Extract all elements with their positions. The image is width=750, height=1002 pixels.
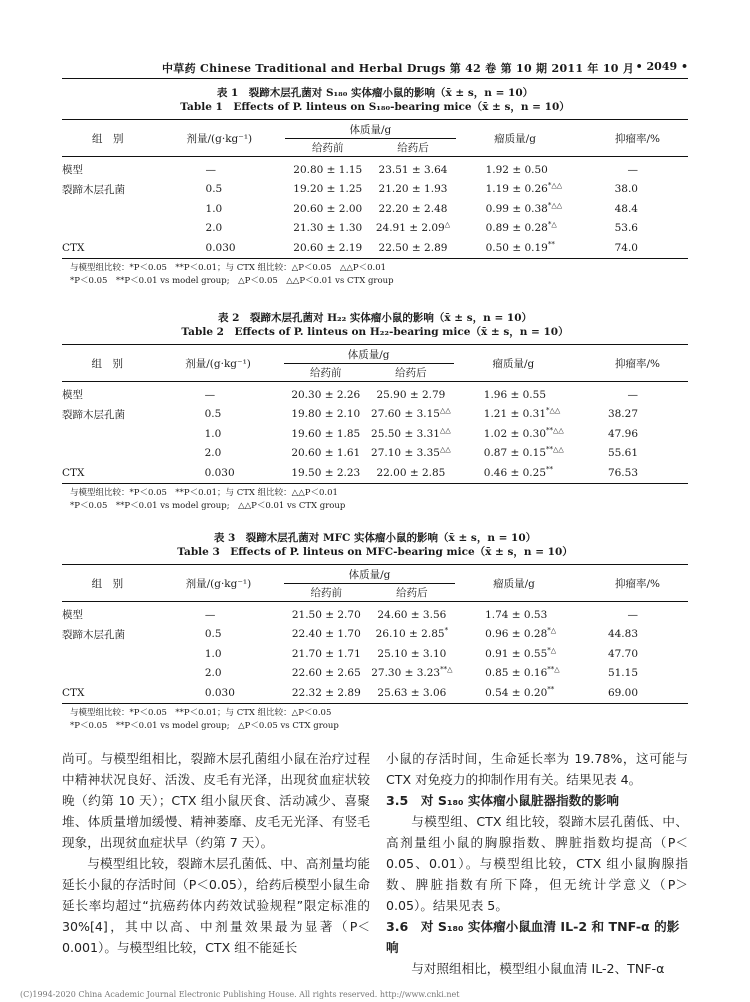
paragraph: 小鼠的存活时间，生命延长率为 19.78%，这可能与 CTX 对免疫力的抑制作用有关。结果见表 4。 [386,751,688,787]
cell-pre: 19.20 ± 1.25 [293,183,363,196]
table-3-block [62,531,688,733]
copyright-footer: (C)1994-2020 China Academic Journal Electronic Publishing House. All rights reserved. http://www.cnki.net [20,990,460,999]
cell-group: 裂蹄木层孔菌 [62,628,125,641]
section-heading: 3.6 对 S₁₈₀ 实体瘤小鼠血清 IL-2 和 TNF-α 的影响 [386,919,680,955]
table-row [62,424,688,444]
cell-group: 裂蹄木层孔菌 [62,183,125,196]
table-row [62,625,688,645]
cell-tumor: 0.87 ± 0.15**△△ [483,445,564,460]
cell-dose: 0.030 [154,238,286,258]
table-row [62,199,688,219]
table-row [62,405,688,425]
cell-group: 模型 [62,609,83,622]
paragraph: 尚可。与模型组相比，裂蹄木层孔菌组小鼠在治疗过程中精神状况良好、活泼、皮毛有光泽，出现贫血症状较晚（约第 10 天）；CTX 组小鼠厌食、活动减少、喜聚堆、体质量增加缓慢、精神萎靡、皮毛无光泽、有竖毛现象，出现贫血症状早（约第 7 天）。 [62,751,370,850]
col-rate: 抑瘤率/% [574,120,688,157]
cell-group: 模型 [62,164,83,177]
body-column-left [62,748,370,958]
table-row [62,463,688,483]
cell-post: 25.10 ± 3.10 [377,647,447,660]
table-row [62,444,688,464]
cell-pre: 19.80 ± 2.10 [291,408,361,421]
cell-tumor: 1.92 ± 0.50 [485,163,548,176]
table-row [62,644,688,664]
col-group: 组 别 [62,565,153,602]
cell-rate: — [627,163,638,176]
cell-tumor: 1.02 ± 0.30**△△ [483,426,564,440]
cell-tumor: 1.96 ± 0.55 [483,388,546,401]
cell-pre: 20.60 ± 1.61 [291,447,361,460]
cell-dose: 1.0 [204,427,222,440]
col-body-weight: 体质量/g [284,565,455,584]
col-tumor: 瘤质量/g [455,565,573,602]
cell-pre: 20.30 ± 2.26 [291,388,361,401]
table-note-cn: 与模型组比较：*P＜0.05 **P＜0.01；与 CTX 组比较：△P＜0.05 [70,707,332,718]
cell-post: 26.10 ± 2.85* [375,626,449,641]
table-caption-cn: 表 3 裂蹄木层孔菌对 MFC 实体瘤小鼠的影响（x̄ ± s，n = 10） [213,532,537,544]
cell-rate: 48.4 [614,202,638,215]
cell-pre: 20.60 ± 2.19 [285,238,370,258]
cell-rate: 47.70 [607,647,638,660]
cell-rate: 38.27 [607,408,638,421]
table-2-block [62,311,688,513]
table-caption-cn: 表 2 裂蹄木层孔菌对 H₂₂ 实体瘤小鼠的影响（x̄ ± s，n = 10） [217,312,533,324]
col-tumor: 瘤质量/g [454,345,573,382]
paragraph: 与模型组比较，裂蹄木层孔菌低、中、高剂量均能延长小鼠的存活时间（P＜0.05），给药后模型小鼠生命延长率均超过“抗癌药体内药效试验规程”限定标准的 30%[4]，其中以高、中剂量效果最为显著（P＜0.001）。与模型组比较，CTX 组不能延长 [62,856,370,955]
cell-tumor: 0.99 ± 0.38*△△ [485,201,563,215]
cell-tumor: 0.85 ± 0.16**△ [485,665,560,680]
paragraph: 与模型组、CTX 组比较，裂蹄木层孔菌低、中、高剂量组小鼠的胸腺指数、脾脏指数均提高（P＜0.05、0.01）。与模型组比较，CTX 组小鼠胸腺指数、脾脏指数有所下降，但无统计学意义（P＞0.05）。结果见表 5。 [386,814,688,913]
table-row [62,602,688,625]
cell-tumor: 1.19 ± 0.26*△△ [485,181,563,196]
paragraph: 与对照组相比，模型组小鼠血清 IL-2、TNF-α [411,961,665,976]
cell-post: 25.63 ± 3.06 [369,683,455,703]
cell-group: 裂蹄木层孔菌 [62,408,125,421]
cell-dose: 1.0 [204,647,222,660]
cell-dose: 0.5 [204,408,222,421]
cell-rate: 76.53 [573,463,688,483]
cell-tumor: 0.46 ± 0.25** [454,463,573,483]
cell-pre: 21.30 ± 1.30 [293,222,363,235]
body-column-right [386,748,688,979]
cell-dose: 0.030 [153,463,284,483]
table-row [62,664,688,684]
cell-group [62,219,154,239]
page-number: • 2049 • [635,60,688,73]
cell-tumor: 0.91 ± 0.55*△ [485,646,557,660]
table-note-en: *P＜0.05 **P＜0.01 vs model group; △△P＜0.01 vs CTX group [70,500,346,511]
cell-dose: 2.0 [204,447,222,460]
table-row [62,157,688,180]
table-row [62,219,688,239]
cell-rate: — [627,388,638,401]
cell-tumor: 1.21 ± 0.31*△△ [483,406,561,421]
cell-dose: — [204,388,216,401]
cell-tumor: 0.89 ± 0.28*△ [485,220,557,235]
col-rate: 抑瘤率/% [573,345,688,382]
cell-post: 25.50 ± 3.31△△ [371,426,451,440]
data-table [62,119,688,259]
cell-pre: 19.50 ± 2.23 [284,463,369,483]
cell-group: CTX [62,463,153,483]
cell-post: 22.50 ± 2.89 [370,238,455,258]
cell-pre: 21.70 ± 1.71 [291,647,361,660]
table-row [62,238,688,258]
cell-post: 27.10 ± 3.35△△ [371,445,451,460]
cell-post: 22.00 ± 2.85 [368,463,454,483]
cell-rate: 38.0 [614,183,638,196]
cell-pre: 22.60 ± 2.65 [291,667,361,680]
cell-rate: 44.83 [607,628,638,641]
header-rule [62,78,688,79]
cell-rate: 55.61 [607,447,638,460]
cell-dose: — [205,163,217,176]
cell-group [62,664,153,684]
cell-post: 21.20 ± 1.93 [378,183,448,196]
cell-group: 模型 [62,389,83,402]
cell-group: CTX [62,238,154,258]
cell-post: 25.90 ± 2.79 [376,388,446,401]
col-dose: 剂量/(g·kg⁻¹) [153,345,284,382]
col-tumor: 瘤质量/g [456,120,575,157]
cell-pre: 22.40 ± 1.70 [291,628,361,641]
cell-tumor: 0.50 ± 0.19** [456,238,575,258]
cell-dose: 0.5 [205,183,223,196]
table-row [62,683,688,703]
cell-dose: 0.030 [153,683,284,703]
col-after: 给药后 [368,364,454,382]
data-table [62,344,688,484]
col-after: 给药后 [369,584,455,602]
cell-rate: 69.00 [573,683,688,703]
cell-dose: 0.5 [204,628,222,641]
table-row [62,180,688,200]
page-header [62,58,688,78]
cell-pre: 20.60 ± 2.00 [293,202,363,215]
cell-group [62,644,153,664]
cell-dose: 2.0 [204,667,222,680]
journal-running-title: 中草药 Chinese Traditional and Herbal Drugs 第 42 卷 第 10 期 2011 年 10 月 [162,62,635,75]
cell-tumor: 1.74 ± 0.53 [485,608,548,621]
cell-post: 27.30 ± 3.23**△ [371,665,453,680]
cell-post: 24.60 ± 3.56 [377,608,447,621]
cell-post: 27.60 ± 3.15△△ [371,406,451,421]
table-note-cn: 与模型组比较：*P＜0.05 **P＜0.01；与 CTX 组比较：△P＜0.05 △△P＜0.01 [70,262,387,273]
table-note-en: *P＜0.05 **P＜0.01 vs model group; △P＜0.05 vs CTX group [70,720,339,731]
col-dose: 剂量/(g·kg⁻¹) [153,565,284,602]
cell-rate: 47.96 [607,427,638,440]
cell-tumor: 0.96 ± 0.28*△ [485,626,557,641]
cell-dose: 1.0 [205,202,223,215]
table-1-block [62,86,688,288]
col-before: 给药前 [284,364,369,382]
table-caption-en: Table 2 Effects of P. linteus on H₂₂-bearing mice（x̄ ± s，n = 10） [181,326,569,338]
table-row [62,382,688,405]
cell-rate: 53.6 [614,222,638,235]
col-before: 给药前 [284,584,369,602]
cell-dose: 2.0 [205,222,223,235]
cell-tumor: 0.54 ± 0.20** [455,683,573,703]
cell-group: CTX [62,683,153,703]
table-note-cn: 与模型组比较：*P＜0.05 **P＜0.01；与 CTX 组比较：△△P＜0.01 [70,487,338,498]
data-table [62,564,688,704]
col-dose: 剂量/(g·kg⁻¹) [154,120,286,157]
col-body-weight: 体质量/g [285,120,456,139]
col-body-weight: 体质量/g [284,345,454,364]
cell-post: 22.20 ± 2.48 [378,202,448,215]
col-before: 给药前 [285,139,370,157]
cell-rate: 74.0 [574,238,688,258]
cell-group [62,444,153,464]
table-note-en: *P＜0.05 **P＜0.01 vs model group; △P＜0.05 △△P＜0.01 vs CTX group [70,275,394,286]
cell-pre: 22.32 ± 2.89 [284,683,369,703]
cell-pre: 21.50 ± 2.70 [291,608,361,621]
col-rate: 抑瘤率/% [573,565,688,602]
cell-group [62,424,153,444]
table-caption-cn: 表 1 裂蹄木层孔菌对 S₁₈₀ 实体瘤小鼠的影响（x̄ ± s，n = 10） [216,87,534,99]
col-after: 给药后 [370,139,455,157]
cell-pre: 20.80 ± 1.15 [293,163,363,176]
cell-dose: — [204,608,216,621]
cell-group [62,199,154,219]
col-group: 组 别 [62,120,154,157]
cell-pre: 19.60 ± 1.85 [291,427,361,440]
cell-post: 23.51 ± 3.64 [378,163,448,176]
section-heading: 3.5 对 S₁₈₀ 实体瘤小鼠脏器指数的影响 [386,793,620,808]
table-caption-en: Table 1 Effects of P. linteus on S₁₈₀-bearing mice（x̄ ± s，n = 10） [180,101,570,113]
table-caption-en: Table 3 Effects of P. linteus on MFC-bearing mice（x̄ ± s，n = 10） [177,546,573,558]
cell-post: 24.91 ± 2.09△ [375,220,451,235]
cell-rate: 51.15 [607,667,638,680]
cell-rate: — [627,608,638,621]
col-group: 组 别 [62,345,153,382]
